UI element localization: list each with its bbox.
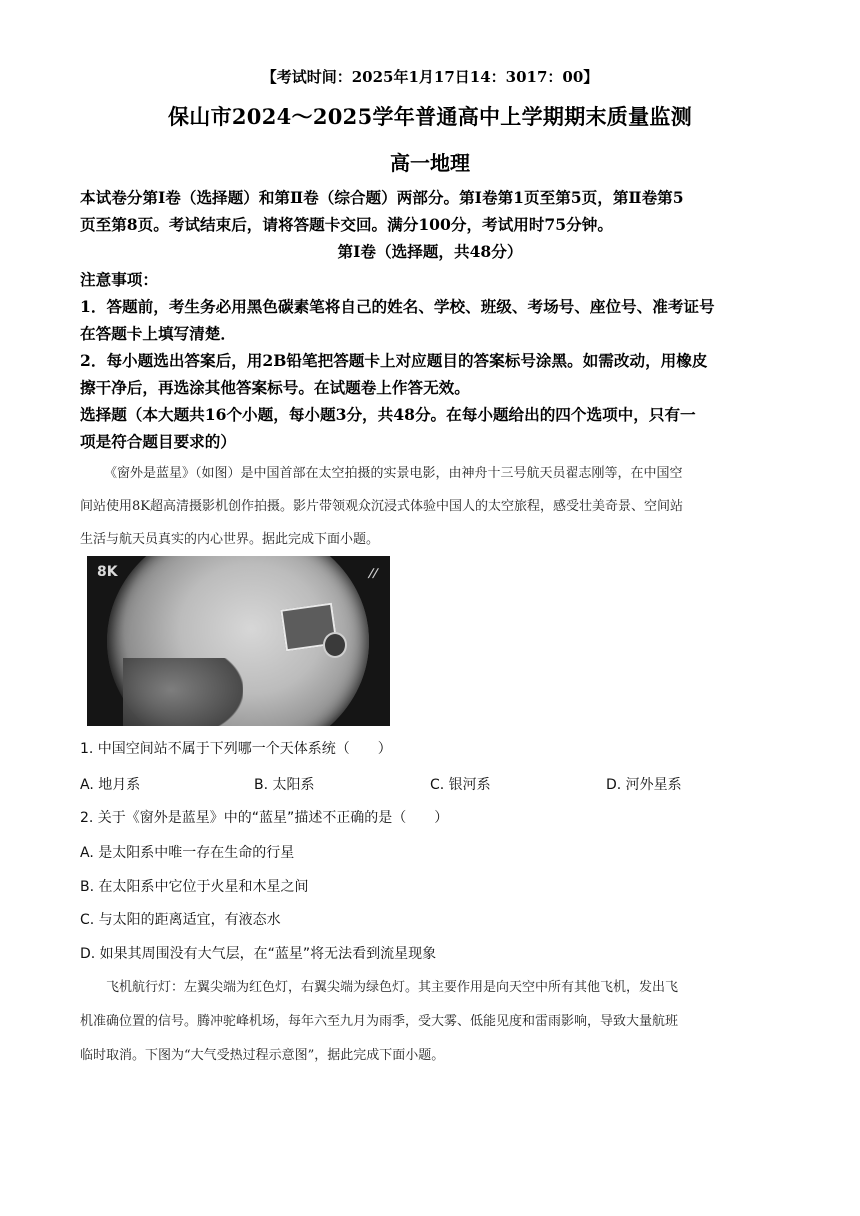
choice-instructions-line-2: 项是符合题目要求的）: [80, 432, 236, 451]
page-title: 保山市2024～2025学年普通高中上学期期末质量监测: [168, 104, 692, 129]
question-2-option-d: D. 如果其周围没有大气层，在“蓝星”将无法看到流星现象: [80, 946, 437, 962]
passage-1-line-3: 生活与航天员真实的内心世界。据此完成下面小题。: [80, 532, 380, 547]
subject-title: 高一地理: [390, 151, 470, 175]
intro-line-2: 页至第8页。考试结束后，请将答题卡交回。满分100分，考试用时75分钟。: [80, 215, 613, 234]
question-1-option-b: B. 太阳系: [254, 777, 315, 793]
note-1-line-2: 在答题卡上填写清楚．: [80, 324, 236, 343]
question-1-option-a: A. 地月系: [80, 777, 141, 793]
notes-heading: 注意事项：: [80, 270, 158, 289]
camera-logo: //: [367, 566, 380, 580]
question-1-stem: 1. 中国空间站不属于下列哪一个天体系统（ ）: [80, 741, 392, 757]
passage-1-line-2: 间站使用8K超高清摄影机创作拍摄。影片带领观众沉浸式体验中国人的太空旅程，感受壮美奇景、空间站: [80, 499, 683, 514]
note-2-line-1: 2．每小题选出答案后，用2B铅笔把答题卡上对应题目的答案标号涂黑。如需改动，用橡皮: [80, 351, 708, 370]
question-2-option-c: C. 与太阳的距离适宜，有液态水: [80, 912, 281, 928]
station-dock: [323, 632, 347, 658]
note-1-line-1: 1．答题前，考生务必用黑色碳素笔将自己的姓名、学校、班级、考场号、座位号、准考证号: [80, 297, 715, 316]
passage-2-line-2: 机准确位置的信号。腾冲驼峰机场，每年六至九月为雨季，受大雾、低能见度和雷雨影响，导致大量航班: [80, 1014, 679, 1029]
question-2-option-a: A. 是太阳系中唯一存在生命的行星: [80, 845, 295, 861]
8k-badge: 8K: [97, 564, 118, 580]
choice-instructions-line-1: 选择题（本大题共16个小题，每小题3分，共48分。在每小题给出的四个选项中，只有一: [80, 405, 696, 424]
question-2-stem: 2. 关于《窗外是蓝星》中的“蓝星”描述不正确的是（ ）: [80, 810, 449, 826]
exam-time: 【考试时间：2025年1月17日14：3017：00】: [261, 68, 599, 86]
passage-2-line-3: 临时取消。下图为“大气受热过程示意图”，据此完成下面小题。: [80, 1048, 445, 1063]
section-heading: 第Ⅰ卷（选择题，共48分）: [337, 242, 523, 261]
earth-view: [123, 658, 243, 726]
note-2-line-2: 擦干净后，再选涂其他答案标号。在试题卷上作答无效。: [80, 378, 470, 397]
question-2-option-b: B. 在太阳系中它位于火星和木星之间: [80, 879, 309, 895]
passage-1-line-1: 《窗外是蓝星》（如图）是中国首部在太空拍摄的实景电影，由神舟十三号航天员翟志刚等，在中国空: [104, 466, 683, 481]
question-1-option-c: C. 银河系: [430, 777, 491, 793]
space-station-photo: [87, 556, 390, 726]
passage-2-line-1: 飞机航行灯：左翼尖端为红色灯，右翼尖端为绿色灯。其主要作用是向天空中所有其他飞机，发出飞: [106, 980, 679, 995]
intro-line-1: 本试卷分第Ⅰ卷（选择题）和第Ⅱ卷（综合题）两部分。第Ⅰ卷第1页至第5页，第Ⅱ卷第5: [80, 188, 684, 207]
question-1-option-d: D. 河外星系: [606, 777, 682, 793]
